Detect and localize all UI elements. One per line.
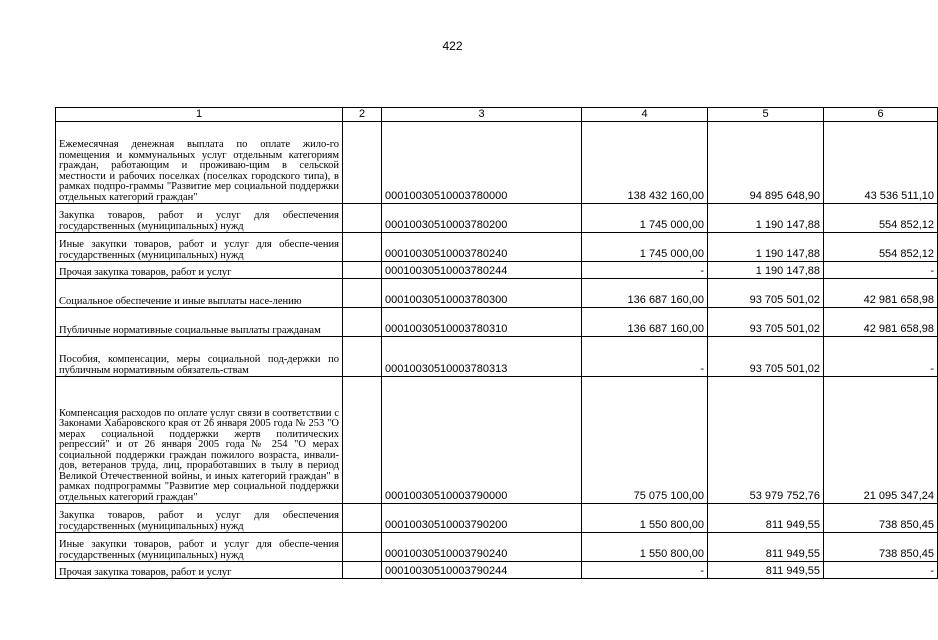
row-value-4: 1 550 800,00: [582, 504, 708, 533]
row-value-5: 1 190 147,88: [708, 262, 824, 279]
row-name: Социальное обеспечение и иные выплаты насе-лению: [56, 279, 343, 308]
row-value-5: 811 949,55: [708, 533, 824, 562]
row-value-4: -: [582, 337, 708, 377]
row-col2: [343, 377, 382, 504]
row-code: 00010030510003790240: [382, 533, 582, 562]
row-code: 00010030510003780240: [382, 233, 582, 262]
column-header-4: 4: [582, 108, 708, 122]
row-value-4: -: [582, 562, 708, 579]
row-col2: [343, 337, 382, 377]
table-row: [56, 204, 938, 233]
table-row: [56, 377, 938, 504]
row-value-4: 1 550 800,00: [582, 533, 708, 562]
row-value-6: 43 536 511,10: [824, 122, 938, 204]
row-name: Закупка товаров, работ и услуг для обеспечения государственных (муниципальных) нужд: [56, 204, 343, 233]
row-value-6: 554 852,12: [824, 204, 938, 233]
table-row: [56, 533, 938, 562]
row-name: Ежемесячная денежная выплата по оплате жило-го помещения и коммунальных услуг отдельным категориям граждан, работающим и проживаю-щим в сельской местности и рабочих поселках (поселках городского типа), в рамках подпро-граммы "Развитие мер социальной поддержки отдельных категорий граждан": [56, 122, 343, 204]
row-code: 00010030510003780300: [382, 279, 582, 308]
row-name: Пособия, компенсации, меры социальной под-держки по публичным нормативным обязатель-ствам: [56, 337, 343, 377]
row-value-6: -: [824, 562, 938, 579]
row-value-5: 1 190 147,88: [708, 233, 824, 262]
row-value-6: -: [824, 262, 938, 279]
row-name: Закупка товаров, работ и услуг для обеспечения государственных (муниципальных) нужд: [56, 504, 343, 533]
row-value-5: 811 949,55: [708, 562, 824, 579]
row-value-6: -: [824, 337, 938, 377]
budget-table: [55, 107, 938, 579]
column-header-3: 3: [382, 108, 582, 122]
row-name: Иные закупки товаров, работ и услуг для обеспе-чения государственных (муниципальных) нужд: [56, 233, 343, 262]
row-name: Иные закупки товаров, работ и услуг для обеспе-чения государственных (муниципальных) нужд: [56, 533, 343, 562]
row-value-4: -: [582, 262, 708, 279]
row-value-6: 738 850,45: [824, 504, 938, 533]
table-row: [56, 233, 938, 262]
row-value-6: 21 095 347,24: [824, 377, 938, 504]
row-code: 00010030510003780000: [382, 122, 582, 204]
row-col2: [343, 262, 382, 279]
table-row: [56, 262, 938, 279]
row-value-5: 811 949,55: [708, 504, 824, 533]
row-value-4: 138 432 160,00: [582, 122, 708, 204]
row-value-4: 1 745 000,00: [582, 204, 708, 233]
row-value-5: 53 979 752,76: [708, 377, 824, 504]
table-row: [56, 308, 938, 337]
table-row: [56, 504, 938, 533]
page-number: 422: [442, 39, 463, 53]
row-col2: [343, 562, 382, 579]
row-col2: [343, 122, 382, 204]
row-name: Компенсация расходов по оплате услуг связи в соответствии с Законами Хабаровского края от 26 января 2005 года № 253 "О мерах социальной поддержки жертв политических репрессий" и от 26 января 2005 года № 254 "О мерах социальной поддержки граждан пожилого возраста, инвали-дов, ветеранов труда, лиц, проработавших в тылу в период Великой Отечественной войны, и иных категорий граждан" в рамках подпрограммы "Развитие мер социальной поддержки отдельных категорий граждан": [56, 377, 343, 504]
row-value-4: 75 075 100,00: [582, 377, 708, 504]
row-value-5: 93 705 501,02: [708, 279, 824, 308]
row-code: 00010030510003790244: [382, 562, 582, 579]
row-value-5: 1 190 147,88: [708, 204, 824, 233]
row-code: 00010030510003790200: [382, 504, 582, 533]
row-value-6: 42 981 658,98: [824, 279, 938, 308]
row-code: 00010030510003790000: [382, 377, 582, 504]
row-code: 00010030510003780310: [382, 308, 582, 337]
column-header-2: 2: [343, 108, 382, 122]
row-value-4: 136 687 160,00: [582, 308, 708, 337]
row-value-6: 738 850,45: [824, 533, 938, 562]
row-name: Публичные нормативные социальные выплаты гражданам: [56, 308, 343, 337]
row-col2: [343, 279, 382, 308]
row-col2: [343, 308, 382, 337]
row-col2: [343, 233, 382, 262]
table-row: [56, 122, 938, 204]
column-header-1: 1: [56, 108, 343, 122]
row-code: 00010030510003780200: [382, 204, 582, 233]
column-header-5: 5: [708, 108, 824, 122]
row-col2: [343, 204, 382, 233]
row-value-5: 94 895 648,90: [708, 122, 824, 204]
header-row: [56, 108, 938, 122]
row-code: 00010030510003780313: [382, 337, 582, 377]
row-col2: [343, 504, 382, 533]
row-value-6: 554 852,12: [824, 233, 938, 262]
row-value-4: 136 687 160,00: [582, 279, 708, 308]
row-col2: [343, 533, 382, 562]
table-row: [56, 562, 938, 579]
row-name: Прочая закупка товаров, работ и услуг: [56, 562, 343, 579]
row-value-5: 93 705 501,02: [708, 308, 824, 337]
row-code: 00010030510003780244: [382, 262, 582, 279]
table-row: [56, 279, 938, 308]
row-value-6: 42 981 658,98: [824, 308, 938, 337]
table-row: [56, 337, 938, 377]
row-value-4: 1 745 000,00: [582, 233, 708, 262]
column-header-6: 6: [824, 108, 938, 122]
row-name: Прочая закупка товаров, работ и услуг: [56, 262, 343, 279]
row-value-5: 93 705 501,02: [708, 337, 824, 377]
